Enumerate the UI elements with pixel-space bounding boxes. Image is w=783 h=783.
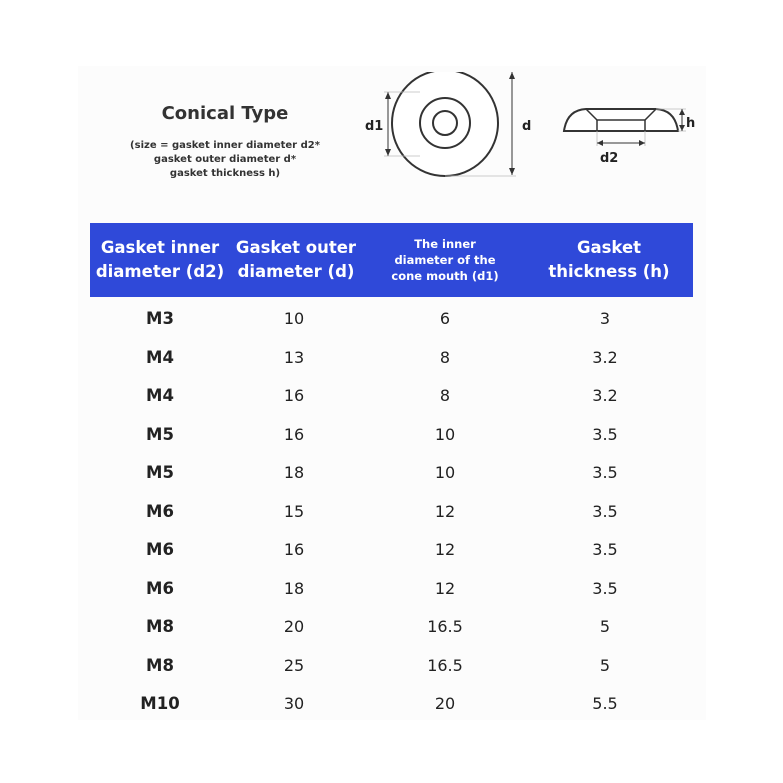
arrow-icon [597,140,603,146]
size-description-line: gasket outer diameter d* [153,154,297,165]
arrow-icon [385,92,391,99]
table-header [90,223,693,297]
gasket-side-view [564,109,695,166]
header-gasket-thickness [534,223,684,297]
cell-inner-diameter: M6 [146,501,174,521]
cell-cone-mouth: 8 [439,347,451,367]
arrow-icon [509,72,515,79]
header-line: Gasket [576,238,642,257]
cell-thickness: 3 [599,309,611,328]
cell-thickness: 3.5 [592,540,618,559]
d1-label: d1 [365,119,384,134]
cell-outer-diameter: 16 [283,424,305,444]
header-line: thickness (h) [548,262,670,281]
cell-inner-diameter: M8 [146,617,174,636]
cell-thickness: 3.2 [592,347,618,367]
table-row [90,454,693,493]
cell-outer-diameter: 25 [283,655,305,675]
cell-thickness: 5 [599,655,611,675]
table-body [90,300,693,724]
cell-inner-diameter: M4 [146,386,174,405]
cell-outer-diameter: 30 [283,694,305,713]
cell-cone-mouth: 6 [439,309,451,328]
cell-cone-mouth: 12 [434,578,456,598]
gasket-top-view [365,72,531,176]
header-line: cone mouth (d1) [391,269,499,283]
header-gasket-outer-diameter [226,223,366,297]
header-line: diameter (d2) [95,262,225,281]
cell-inner-diameter: M10 [140,694,180,713]
table-row [90,570,693,609]
page-title: Conical Type [161,103,289,124]
table-row [90,647,693,686]
cell-thickness: 5 [599,617,611,636]
cell-outer-diameter: 18 [283,578,305,598]
cell-cone-mouth: 8 [439,386,451,405]
h-label: h [686,116,696,131]
cell-inner-diameter: M6 [146,540,174,559]
header-line: Gasket inner [100,238,220,257]
header-line: The inner [414,237,476,251]
cell-thickness: 3.5 [592,463,618,482]
table-row [90,531,693,570]
cell-inner-diameter: M4 [146,347,174,367]
cell-inner-diameter: M5 [146,424,174,444]
cell-thickness: 3.2 [592,386,618,405]
arrow-icon [639,140,645,146]
cell-inner-diameter: M6 [146,578,174,598]
cell-outer-diameter: 16 [283,540,305,559]
header-cone-mouth-diameter [380,223,510,297]
cell-cone-mouth: 16.5 [427,617,463,636]
size-description [130,139,320,181]
table-row [90,339,693,378]
cell-thickness: 5.5 [592,694,618,713]
cell-thickness: 3.5 [592,501,618,521]
cell-cone-mouth: 12 [434,540,456,559]
size-description-line: (size = gasket inner diameter d2* [130,140,320,151]
arrow-icon [679,125,685,131]
cell-thickness: 3.5 [592,424,618,444]
arrow-icon [679,109,685,115]
table-row [90,493,693,532]
cell-outer-diameter: 13 [283,347,305,367]
table-row [90,608,693,647]
cell-cone-mouth: 20 [434,694,456,713]
cell-outer-diameter: 20 [283,617,305,636]
cell-thickness: 3.5 [592,578,618,598]
cell-inner-diameter: M8 [146,655,174,675]
d-label: d [522,119,532,134]
header-gasket-inner-diameter [90,223,230,297]
inner-hole-circle [433,111,457,135]
table-row [90,685,693,724]
table-row [90,377,693,416]
size-description-line: gasket thickness h) [169,168,281,179]
cell-inner-diameter: M5 [146,463,174,482]
cell-cone-mouth: 10 [434,463,456,482]
cell-inner-diameter: M3 [146,309,174,328]
cell-outer-diameter: 10 [283,309,305,328]
table-row [90,416,693,455]
cell-cone-mouth: 16.5 [427,655,463,675]
cell-outer-diameter: 18 [283,463,305,482]
cell-cone-mouth: 10 [434,424,456,444]
header-line: diameter (d) [237,262,355,281]
cell-cone-mouth: 12 [434,501,456,521]
cell-outer-diameter: 15 [283,501,305,521]
arrow-icon [509,168,515,175]
cell-outer-diameter: 16 [283,386,305,405]
gasket-diagram [360,72,700,192]
d2-label: d2 [600,151,619,166]
header-line: Gasket outer [235,238,357,257]
table-row [90,300,693,339]
arrow-icon [385,149,391,156]
header-line: diameter of the [394,253,496,267]
